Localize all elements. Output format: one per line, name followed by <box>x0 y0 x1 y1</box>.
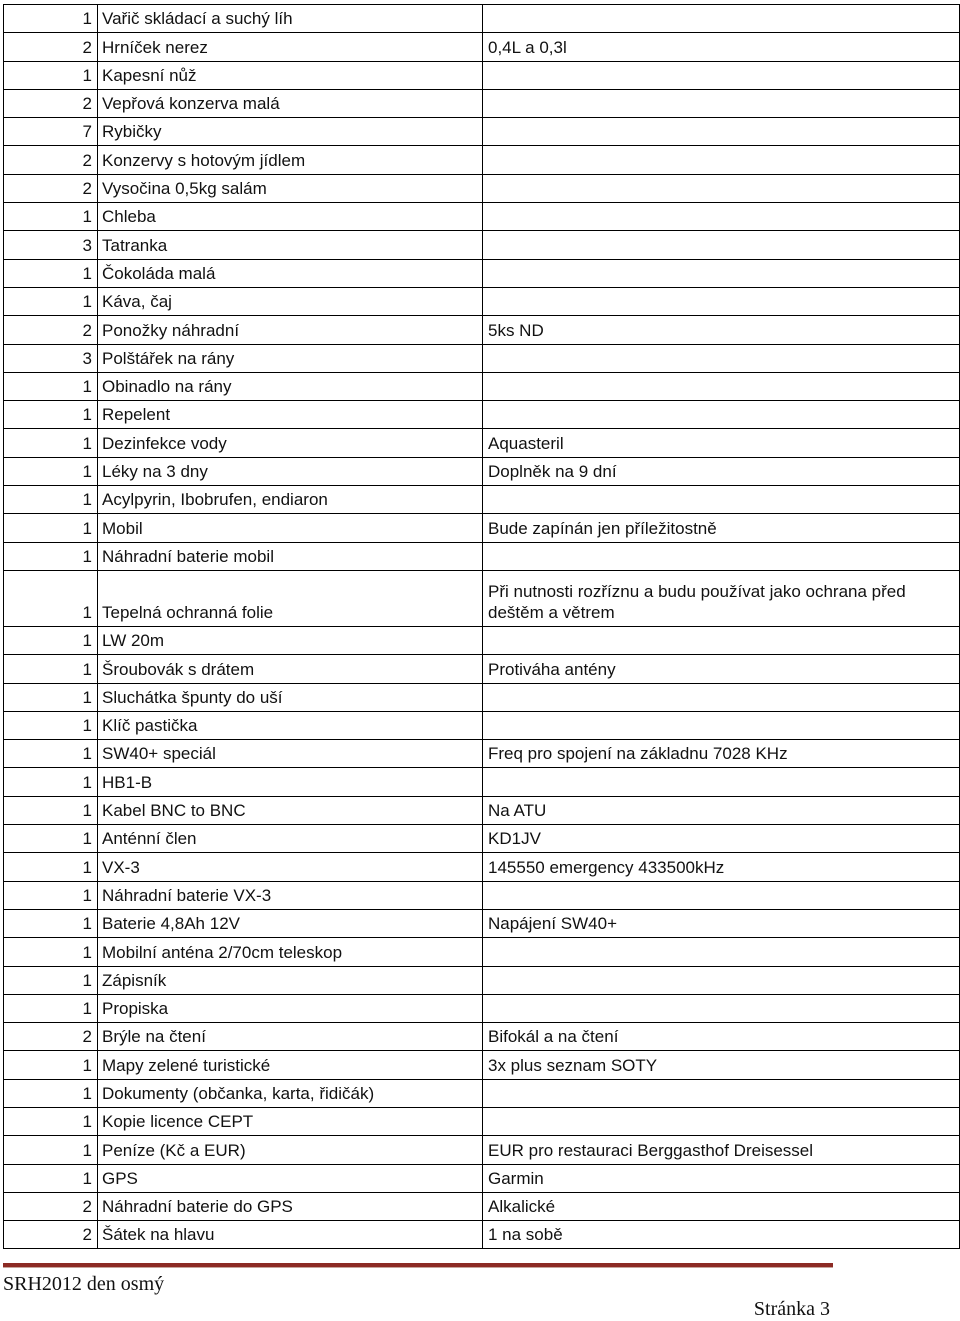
table-row <box>4 683 960 711</box>
note-cell: Garmin <box>483 1164 960 1192</box>
table-row <box>4 825 960 853</box>
quantity-cell: 2 <box>4 316 98 344</box>
item-cell: Vysočina 0,5kg salám <box>98 174 483 202</box>
table-row <box>4 259 960 287</box>
table-row <box>4 401 960 429</box>
item-cell: Kabel BNC to BNC <box>98 796 483 824</box>
table-row <box>4 203 960 231</box>
quantity-cell: 1 <box>4 796 98 824</box>
quantity-cell: 1 <box>4 287 98 315</box>
item-cell: Čokoláda malá <box>98 259 483 287</box>
table-row <box>4 909 960 937</box>
note-cell <box>483 231 960 259</box>
quantity-cell: 3 <box>4 344 98 372</box>
quantity-cell: 1 <box>4 938 98 966</box>
table-row <box>4 655 960 683</box>
quantity-cell: 1 <box>4 966 98 994</box>
item-cell: GPS <box>98 1164 483 1192</box>
quantity-cell: 1 <box>4 259 98 287</box>
table-row <box>4 372 960 400</box>
quantity-cell: 2 <box>4 1023 98 1051</box>
table-row <box>4 740 960 768</box>
item-cell: Mapy zelené turistické <box>98 1051 483 1079</box>
quantity-cell: 7 <box>4 118 98 146</box>
item-cell: Peníze (Kč a EUR) <box>98 1136 483 1164</box>
note-cell <box>483 966 960 994</box>
item-cell: Kapesní nůž <box>98 61 483 89</box>
table-row <box>4 486 960 514</box>
table-row <box>4 1192 960 1220</box>
quantity-cell: 1 <box>4 853 98 881</box>
item-cell: Acylpyrin, Ibobrufen, endiaron <box>98 486 483 514</box>
quantity-cell: 2 <box>4 33 98 61</box>
item-cell: Dokumenty (občanka, karta, řidičák) <box>98 1079 483 1107</box>
quantity-cell: 1 <box>4 1107 98 1135</box>
quantity-cell: 1 <box>4 626 98 654</box>
note-cell <box>483 287 960 315</box>
item-cell: Náhradní baterie mobil <box>98 542 483 570</box>
table-row <box>4 457 960 485</box>
note-cell <box>483 486 960 514</box>
table-row <box>4 89 960 117</box>
note-cell: Aquasteril <box>483 429 960 457</box>
item-cell: Tatranka <box>98 231 483 259</box>
quantity-cell: 1 <box>4 429 98 457</box>
note-cell: 1 na sobě <box>483 1221 960 1249</box>
page-number: Stránka 3 <box>753 1298 830 1320</box>
note-cell <box>483 372 960 400</box>
table-row <box>4 1221 960 1249</box>
note-cell <box>483 259 960 287</box>
quantity-cell: 1 <box>4 542 98 570</box>
quantity-cell: 1 <box>4 1051 98 1079</box>
note-cell <box>483 118 960 146</box>
note-cell <box>483 542 960 570</box>
table-row <box>4 429 960 457</box>
note-cell: 145550 emergency 433500kHz <box>483 853 960 881</box>
table-row <box>4 344 960 372</box>
table-row <box>4 994 960 1022</box>
note-cell: Freq pro spojení na základnu 7028 KHz <box>483 740 960 768</box>
packing-list-table <box>3 4 960 1249</box>
table-row <box>4 570 960 626</box>
note-cell <box>483 1107 960 1135</box>
note-cell: Při nutnosti rozříznu a budu používat jako ochrana před deštěm a větrem <box>483 570 960 626</box>
item-cell: Léky na 3 dny <box>98 457 483 485</box>
item-cell: Brýle na čtení <box>98 1023 483 1051</box>
item-cell: Vepřová konzerva malá <box>98 89 483 117</box>
note-cell: Bifokál a na čtení <box>483 1023 960 1051</box>
table-row <box>4 542 960 570</box>
quantity-cell: 1 <box>4 203 98 231</box>
item-cell: Náhradní baterie do GPS <box>98 1192 483 1220</box>
table-row <box>4 514 960 542</box>
item-cell: Mobilní anténa 2/70cm teleskop <box>98 938 483 966</box>
quantity-cell: 1 <box>4 5 98 33</box>
table-row <box>4 881 960 909</box>
quantity-cell: 1 <box>4 994 98 1022</box>
quantity-cell: 1 <box>4 486 98 514</box>
note-cell <box>483 626 960 654</box>
quantity-cell: 1 <box>4 655 98 683</box>
item-cell: Propiska <box>98 994 483 1022</box>
quantity-cell: 1 <box>4 768 98 796</box>
table-row <box>4 1051 960 1079</box>
item-cell: Hrníček nerez <box>98 33 483 61</box>
quantity-cell: 2 <box>4 1221 98 1249</box>
note-cell: Alkalické <box>483 1192 960 1220</box>
table-row <box>4 1164 960 1192</box>
item-cell: Dezinfekce vody <box>98 429 483 457</box>
table-row <box>4 316 960 344</box>
table-row <box>4 626 960 654</box>
item-cell: Chleba <box>98 203 483 231</box>
note-cell: EUR pro restauraci Berggasthof Dreisessel <box>483 1136 960 1164</box>
note-cell: Bude zapínán jen příležitostně <box>483 514 960 542</box>
item-cell: Vařič skládací a suchý líh <box>98 5 483 33</box>
quantity-cell: 1 <box>4 570 98 626</box>
item-cell: Klíč pastička <box>98 711 483 739</box>
note-cell <box>483 89 960 117</box>
footer-title: SRH2012 den osmý <box>3 1273 165 1295</box>
note-cell <box>483 938 960 966</box>
table-row <box>4 1136 960 1164</box>
table-row <box>4 966 960 994</box>
note-cell <box>483 344 960 372</box>
note-cell: 0,4L a 0,3l <box>483 33 960 61</box>
packing-list-body <box>4 5 960 1249</box>
item-cell: Rybičky <box>98 118 483 146</box>
table-row <box>4 174 960 202</box>
item-cell: VX-3 <box>98 853 483 881</box>
quantity-cell: 1 <box>4 1079 98 1107</box>
quantity-cell: 1 <box>4 683 98 711</box>
note-cell <box>483 174 960 202</box>
quantity-cell: 1 <box>4 372 98 400</box>
item-cell: Mobil <box>98 514 483 542</box>
quantity-cell: 1 <box>4 711 98 739</box>
item-cell: Káva, čaj <box>98 287 483 315</box>
item-cell: HB1-B <box>98 768 483 796</box>
item-cell: Šroubovák s drátem <box>98 655 483 683</box>
quantity-cell: 1 <box>4 909 98 937</box>
table-row <box>4 146 960 174</box>
table-row <box>4 938 960 966</box>
item-cell: Kopie licence CEPT <box>98 1107 483 1135</box>
note-cell: 3x plus seznam SOTY <box>483 1051 960 1079</box>
note-cell <box>483 683 960 711</box>
note-cell <box>483 1079 960 1107</box>
item-cell: Baterie 4,8Ah 12V <box>98 909 483 937</box>
note-cell <box>483 203 960 231</box>
quantity-cell: 1 <box>4 740 98 768</box>
note-cell <box>483 401 960 429</box>
item-cell: Sluchátka špunty do uší <box>98 683 483 711</box>
quantity-cell: 1 <box>4 401 98 429</box>
item-cell: Šátek na hlavu <box>98 1221 483 1249</box>
item-cell: Anténní člen <box>98 825 483 853</box>
item-cell: Ponožky náhradní <box>98 316 483 344</box>
note-cell <box>483 881 960 909</box>
table-row <box>4 796 960 824</box>
note-cell <box>483 5 960 33</box>
table-row <box>4 1023 960 1051</box>
quantity-cell: 1 <box>4 1164 98 1192</box>
item-cell: Náhradní baterie VX-3 <box>98 881 483 909</box>
item-cell: Konzervy s hotovým jídlem <box>98 146 483 174</box>
item-cell: Tepelná ochranná folie <box>98 570 483 626</box>
note-cell <box>483 146 960 174</box>
quantity-cell: 2 <box>4 89 98 117</box>
quantity-cell: 1 <box>4 514 98 542</box>
item-cell: Obinadlo na rány <box>98 372 483 400</box>
item-cell: Polštářek na rány <box>98 344 483 372</box>
table-row <box>4 287 960 315</box>
note-cell: Doplněk na 9 dní <box>483 457 960 485</box>
table-row <box>4 768 960 796</box>
note-cell: KD1JV <box>483 825 960 853</box>
item-cell: LW 20m <box>98 626 483 654</box>
note-cell <box>483 768 960 796</box>
item-cell: SW40+ speciál <box>98 740 483 768</box>
quantity-cell: 2 <box>4 146 98 174</box>
note-cell <box>483 711 960 739</box>
note-cell <box>483 61 960 89</box>
item-cell: Zápisník <box>98 966 483 994</box>
quantity-cell: 1 <box>4 61 98 89</box>
quantity-cell: 1 <box>4 457 98 485</box>
note-cell: Na ATU <box>483 796 960 824</box>
quantity-cell: 3 <box>4 231 98 259</box>
footer-rule <box>3 1263 833 1268</box>
table-row <box>4 1079 960 1107</box>
quantity-cell: 1 <box>4 825 98 853</box>
table-row <box>4 711 960 739</box>
table-row <box>4 61 960 89</box>
note-cell <box>483 994 960 1022</box>
table-row <box>4 1107 960 1135</box>
quantity-cell: 1 <box>4 1136 98 1164</box>
table-row <box>4 33 960 61</box>
table-row <box>4 5 960 33</box>
item-cell: Repelent <box>98 401 483 429</box>
quantity-cell: 1 <box>4 881 98 909</box>
quantity-cell: 2 <box>4 174 98 202</box>
table-row <box>4 853 960 881</box>
note-cell: 5ks ND <box>483 316 960 344</box>
quantity-cell: 2 <box>4 1192 98 1220</box>
note-cell: Protiváha antény <box>483 655 960 683</box>
table-row <box>4 231 960 259</box>
table-row <box>4 118 960 146</box>
note-cell: Napájení SW40+ <box>483 909 960 937</box>
